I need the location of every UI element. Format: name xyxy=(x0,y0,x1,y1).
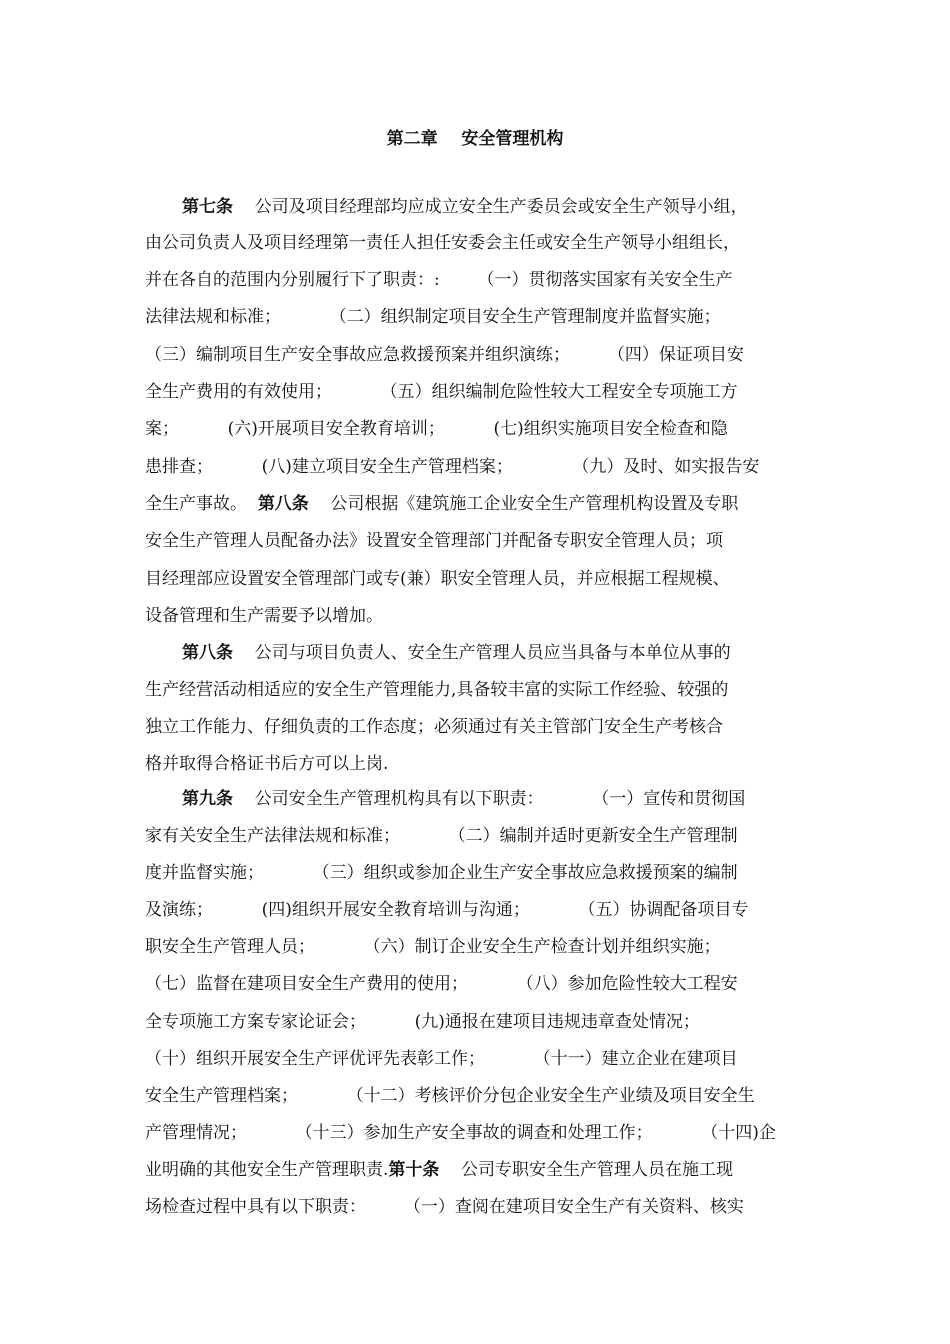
text-line xyxy=(145,307,721,327)
text-line xyxy=(145,937,721,957)
text-line xyxy=(145,1049,738,1069)
text-segment: 业明确的其他安全生产管理职责. xyxy=(145,1160,389,1180)
text-line xyxy=(145,1123,776,1143)
article-heading: 第八条 xyxy=(257,494,309,514)
text-segment: 格并取得合格证书后方可以上岗. xyxy=(145,754,389,774)
text-segment: 目经理部应设置安全管理部门或专(兼）职安全管理人员，并应根据工程规模、 xyxy=(145,569,730,589)
text-segment: 度并监督实施； （三）组织或参加企业生产安全事故应急救援预案的编制 xyxy=(145,863,738,883)
text-line xyxy=(145,900,749,920)
text-line xyxy=(145,345,744,365)
text-segment: 生产经营活动相适应的安全生产管理能力,具备较丰富的实际工作经验、较强的 xyxy=(145,680,729,700)
text-segment: 公司安全生产管理机构具有以下职责： （一）宣传和贯彻国 xyxy=(233,789,746,809)
article-heading: 第十条 xyxy=(388,1160,440,1180)
text-segment: 由公司负责人及项目经理第一责任人担任安委会主任或安全生产领导小组组长， xyxy=(145,233,740,253)
text-line xyxy=(145,863,738,883)
text-line xyxy=(145,419,728,439)
text-segment: 独立工作能力、仔细负责的工作态度；必须通过有关主管部门安全生产考核合 xyxy=(145,717,723,737)
text-line xyxy=(145,680,728,700)
text-segment: 场检查过程中具有以下职责： （一）查阅在建项目安全生产有关资料、核实 xyxy=(145,1197,744,1217)
text-line xyxy=(145,1086,755,1106)
text-line xyxy=(182,789,745,809)
text-segment: 法律法规和标准； （二）组织制定项目安全生产管理制度并监督实施； xyxy=(145,307,721,327)
text-segment: 并在各自的范围内分别履行下了职责：: （一）贯彻落实国家有关安全生产 xyxy=(145,270,733,290)
text-line xyxy=(145,569,730,589)
text-segment: 设备管理和生产需要予以增加。 xyxy=(145,606,383,626)
text-segment: 家有关安全生产法律法规和标准； （二）编制并适时更新安全生产管理制 xyxy=(145,826,738,846)
text-line xyxy=(145,270,733,290)
text-segment: 及演练； (四)组织开展安全教育培训与沟通； （五）协调配备项目专 xyxy=(145,900,749,920)
text-line xyxy=(145,494,738,514)
text-segment: 全生产事故。 xyxy=(145,494,258,514)
text-line xyxy=(145,382,738,402)
text-segment: 全专项施工方案专家论证会； (九)通报在建项目违规违章查处情况； xyxy=(145,1012,700,1032)
text-segment: 公司与项目负责人、安全生产管理人员应当具备与本单位从事的 xyxy=(233,643,731,663)
text-segment: 职安全生产管理人员； （六）制订企业安全生产检查计划并组织实施； xyxy=(145,937,721,957)
article-heading: 第七条 xyxy=(182,197,233,217)
text-line xyxy=(145,717,723,737)
text-segment: 安全生产管理档案； （十二）考核评价分包企业安全生产业绩及项目安全生 xyxy=(145,1086,755,1106)
text-segment: （七）监督在建项目安全生产费用的使用； （八）参加危险性较大工程安 xyxy=(145,974,738,994)
text-segment: 公司专职安全生产管理人员在施工现 xyxy=(439,1160,734,1180)
article-heading: 第九条 xyxy=(182,789,233,809)
text-segment: 案； (六)开展项目安全教育培训； (七)组织实施项目安全检查和隐 xyxy=(145,419,728,439)
chapter-title: 第二章 安全管理机构 xyxy=(386,129,564,149)
text-line xyxy=(182,197,748,217)
text-segment: （十）组织开展安全生产评优评先表彰工作； （十一）建立企业在建项目 xyxy=(145,1049,738,1069)
text-segment: 公司根据《建筑施工企业安全生产管理机构设置及专职 xyxy=(308,494,739,514)
text-line xyxy=(145,1160,733,1180)
text-segment: 产管理情况； （十三）参加生产安全事故的调查和处理工作； （十四)企 xyxy=(145,1123,776,1143)
text-line xyxy=(145,457,759,477)
text-segment: 公司及项目经理部均应成立安全生产委员会或安全生产领导小组， xyxy=(233,197,748,217)
article-heading: 第八条 xyxy=(182,643,233,663)
text-line xyxy=(145,974,738,994)
text-line xyxy=(145,233,740,253)
text-line xyxy=(145,606,383,626)
text-line xyxy=(145,531,723,551)
text-line xyxy=(145,1012,700,1032)
text-line xyxy=(145,1197,744,1217)
text-segment: 患排查； (八)建立项目安全生产管理档案； （九）及时、如实报告安 xyxy=(145,457,760,477)
text-line xyxy=(145,826,738,846)
text-segment: 全生产费用的有效使用； （五）组织编制危险性较大工程安全专项施工方 xyxy=(145,382,738,402)
text-segment: （三）编制项目生产安全事故应急救援预案并组织演练； （四）保证项目安 xyxy=(145,345,744,365)
text-segment: 安全生产管理人员配备办法》设置安全管理部门并配备专职安全管理人员；项 xyxy=(145,531,723,551)
text-line xyxy=(182,643,731,663)
text-line xyxy=(145,754,388,774)
